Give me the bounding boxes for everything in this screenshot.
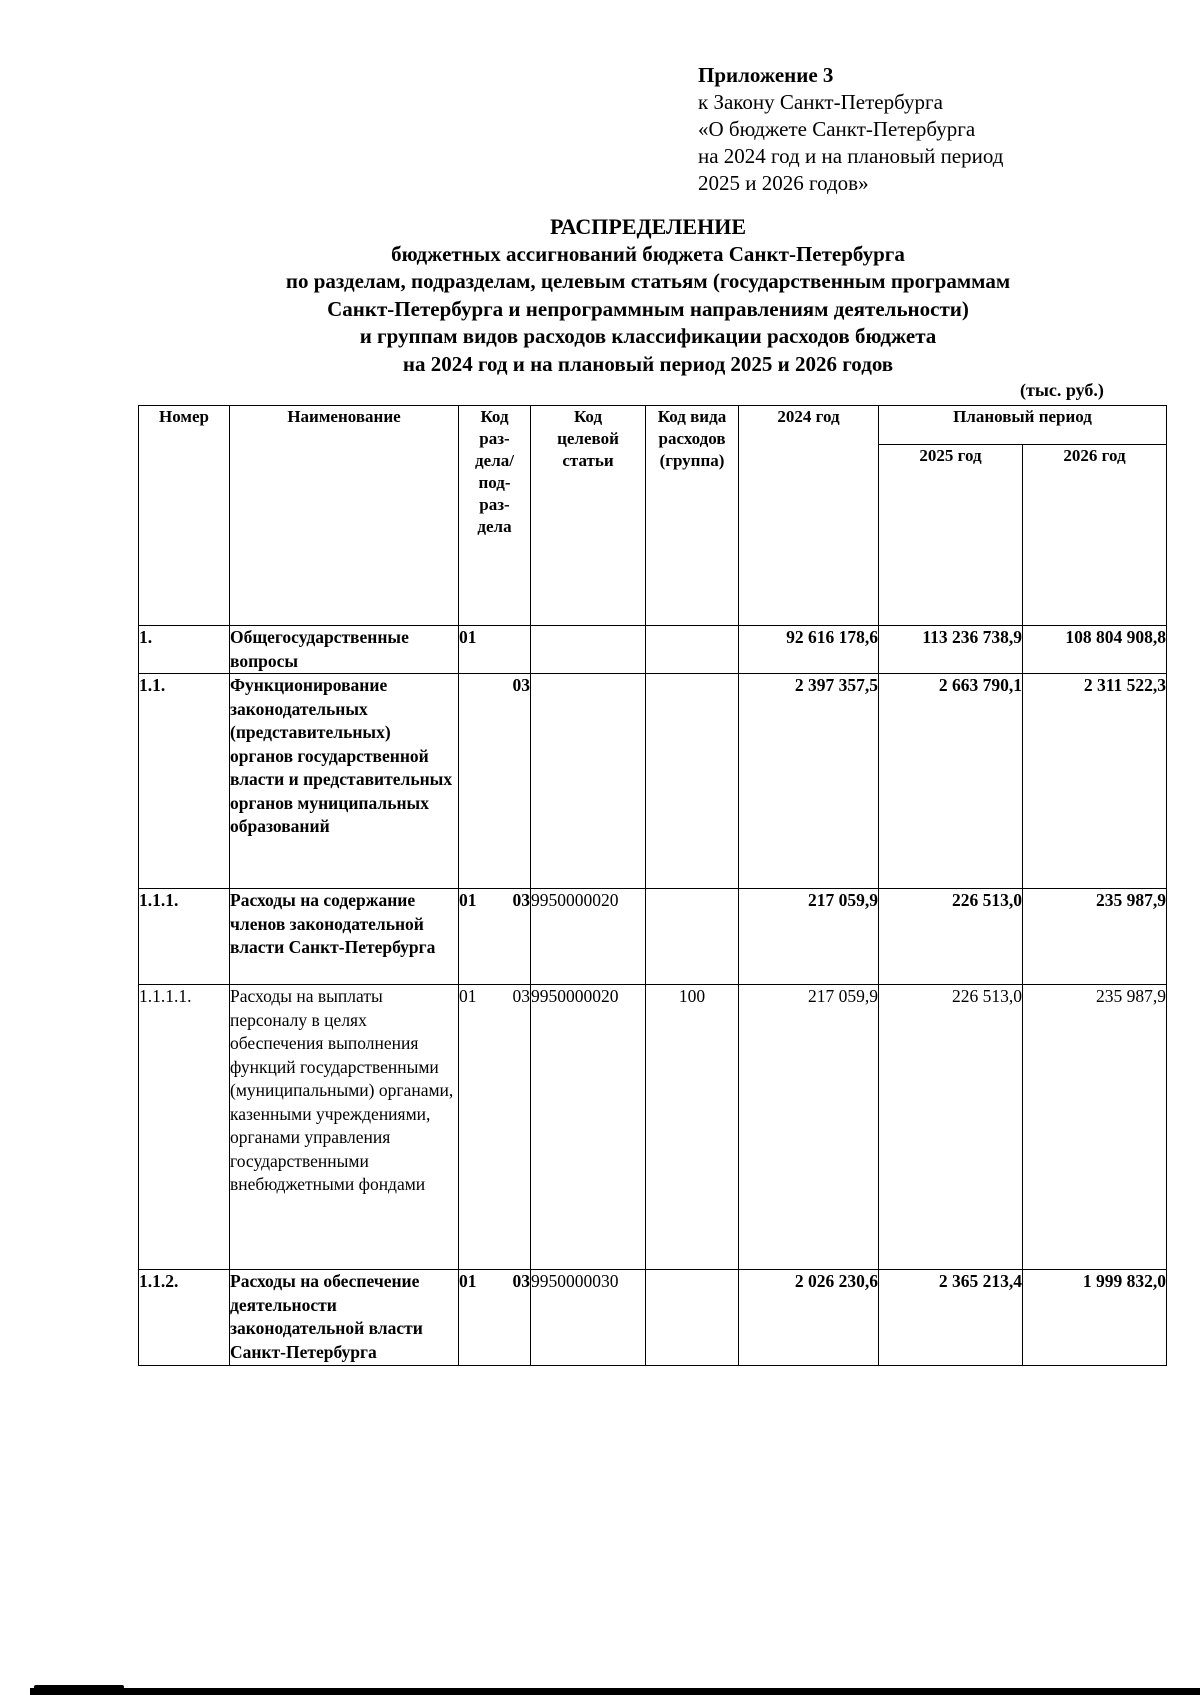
section-code: 01	[459, 627, 477, 647]
annex-line: на 2024 год и на плановый период	[698, 144, 1004, 168]
header-line: под-	[478, 473, 511, 492]
row-expense-type: 100	[646, 985, 739, 1270]
row-target-code: 9950000020	[531, 889, 646, 985]
section-code: 01	[459, 1271, 477, 1291]
row-amount-2025: 226 513,0	[879, 985, 1023, 1270]
header-line: статьи	[562, 451, 614, 470]
row-amount-2025: 113 236 738,9	[879, 626, 1023, 674]
header-year-2025: 2025 год	[879, 445, 1023, 626]
header-name: Наименование	[230, 406, 459, 626]
scan-bottom-edge	[30, 1688, 1200, 1695]
header-line: Код вида	[657, 407, 727, 426]
row-amount-2024: 2 397 357,5	[739, 674, 879, 889]
heading-line: по разделам, подразделам, целевым статьям (государственным программам	[285, 269, 1011, 293]
annex-title: Приложение 3	[698, 63, 834, 87]
row-target-code	[531, 674, 646, 889]
row-amount-2026: 1 999 832,0	[1023, 1270, 1167, 1366]
row-name: Функционирование законодательных (представительных) органов государственной власти и представительных органов муниципальных образований	[230, 674, 459, 889]
header-line: раз-	[479, 429, 510, 448]
header-number: Номер	[139, 406, 230, 626]
row-amount-2024: 217 059,9	[739, 985, 879, 1270]
row-number: 1.1.1.1.	[139, 985, 230, 1270]
row-amount-2025: 2 663 790,1	[879, 674, 1023, 889]
header-expense-type	[646, 406, 739, 626]
subsection-code: 03	[512, 1271, 530, 1291]
heading-line: Санкт-Петербурга и непрограммным направлениям деятельности)	[327, 296, 969, 321]
section-code: 01	[459, 986, 477, 1006]
header-year-2026: 2026 год	[1023, 445, 1167, 626]
subsection-code: 03	[512, 675, 530, 695]
row-number: 1.1.1.	[139, 889, 230, 985]
row-amount-2025: 226 513,0	[879, 889, 1023, 985]
annex-line: 2025 и 2026 годов»	[698, 171, 869, 195]
budget-table-body	[139, 626, 1167, 1366]
header-line: раз-	[479, 495, 510, 514]
row-expense-type	[646, 889, 739, 985]
row-expense-type	[646, 1270, 739, 1366]
header-line: Код	[573, 407, 603, 426]
row-amount-2026: 235 987,9	[1023, 889, 1167, 985]
table-row	[139, 674, 1167, 889]
header-line: Код	[480, 407, 509, 426]
row-number: 1.1.	[139, 674, 230, 889]
annex-line: «О бюджете Санкт-Петербурга	[698, 117, 976, 141]
row-target-code: 9950000030	[531, 1270, 646, 1366]
table-row	[139, 985, 1167, 1270]
row-amount-2024: 2 026 230,6	[739, 1270, 879, 1366]
table-row	[139, 1270, 1167, 1366]
subsection-code: 03	[512, 986, 530, 1006]
row-target-code: 9950000020	[531, 985, 646, 1270]
document-heading	[130, 213, 1166, 378]
row-amount-2024: 92 616 178,6	[739, 626, 879, 674]
subsection-code: 03	[512, 890, 530, 910]
row-amount-2024: 217 059,9	[739, 889, 879, 985]
row-section-code	[459, 1270, 531, 1366]
annex-line: к Закону Санкт-Петербурга	[698, 90, 943, 114]
row-name: Расходы на содержание членов законодательной власти Санкт-Петербурга	[230, 889, 459, 985]
document-title: РАСПРЕДЕЛЕНИЕ	[549, 214, 746, 239]
annex-block	[698, 62, 1003, 197]
row-amount-2025: 2 365 213,4	[879, 1270, 1023, 1366]
row-amount-2026: 2 311 522,3	[1023, 674, 1167, 889]
row-section-code	[459, 985, 531, 1270]
row-expense-type	[646, 626, 739, 674]
table-row	[139, 889, 1167, 985]
row-section-code	[459, 674, 531, 889]
row-name: Расходы на выплаты персоналу в целях обеспечения выполнения функций государственными (муниципальными) органами, казенными учреждениями, органами управления государственными внебюджетными фондами	[230, 985, 459, 1270]
header-planned-period: Плановый период	[879, 406, 1167, 445]
header-line: (группа)	[659, 451, 725, 470]
header-line: расходов	[658, 429, 726, 448]
heading-line: бюджетных ассигнований бюджета Санкт-Петербурга	[391, 241, 905, 266]
row-section-code	[459, 626, 531, 674]
units-label: (тыс. руб.)	[1020, 380, 1104, 400]
header-line: целевой	[557, 429, 619, 448]
row-section-code	[459, 889, 531, 985]
budget-table	[138, 405, 1167, 1366]
heading-line: и группам видов расходов классификации расходов бюджета	[359, 324, 937, 348]
row-target-code	[531, 626, 646, 674]
row-number: 1.	[139, 626, 230, 674]
heading-line: на 2024 год и на плановый период 2025 и 2026 годов	[402, 351, 894, 376]
row-name: Расходы на обеспечение деятельности законодательной власти Санкт-Петербурга	[230, 1270, 459, 1366]
row-number: 1.1.2.	[139, 1270, 230, 1366]
header-year-2024: 2024 год	[739, 406, 879, 626]
header-target-code	[531, 406, 646, 626]
row-name: Общегосударственные вопросы	[230, 626, 459, 674]
header-line: дела/	[475, 451, 514, 470]
header-section-code	[459, 406, 531, 626]
table-row	[139, 626, 1167, 674]
row-expense-type	[646, 674, 739, 889]
section-code: 01	[459, 890, 477, 910]
header-line: дела	[477, 517, 512, 536]
row-amount-2026: 108 804 908,8	[1023, 626, 1167, 674]
row-amount-2026: 235 987,9	[1023, 985, 1167, 1270]
